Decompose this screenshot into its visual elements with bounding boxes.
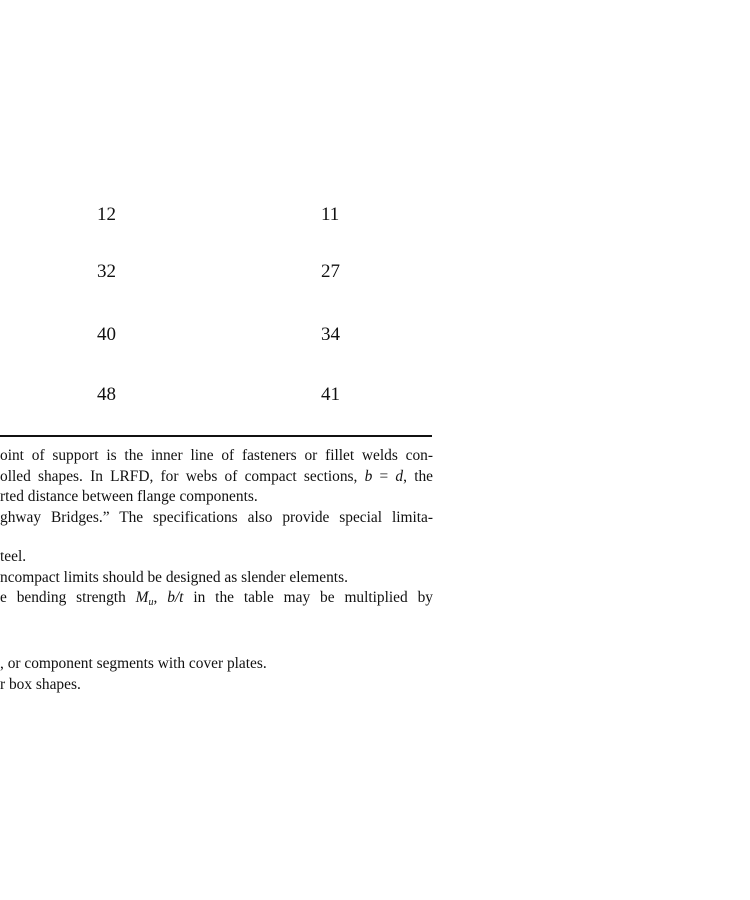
table-cell-row4-col-a: 48 [97,384,116,405]
table-cell-row3-col-b: 34 [321,324,340,345]
footnote-line-2 [0,467,433,487]
footnote-line-7-end: in the table may be multiplied by [183,589,433,606]
footnote-line-8: , or component segments with cover plates. [0,655,267,672]
footnote-line-6: ncompact limits should be designed as slender elements. [0,569,348,586]
footnote-line-2-end: , the [403,468,433,485]
footnote-line-5: teel. [0,548,27,565]
table-cell-row3-col-a: 40 [97,324,116,345]
table-cell-row2-col-b: 27 [321,261,340,282]
table-cell-row1-col-a: 12 [97,204,116,225]
symbol-b: b [364,468,373,485]
symbol-d: d [395,468,404,485]
symbol-subscript-u: u [148,597,154,608]
equals-sign: = [372,468,396,485]
symbol-b-over-t: b/t [167,589,184,606]
footnote-line-9: r box shapes. [0,676,81,693]
table-cell-row1-col-b: 11 [321,204,340,225]
footnote-line-7 [0,588,433,608]
table-cell-row4-col-b: 41 [321,384,340,405]
table-bottom-rule [0,435,432,437]
footnote-line-4: ghway Bridges.” The specifications also provide special limita- [0,509,433,526]
symbol-M: M [135,589,149,606]
footnote-line-2-text: olled shapes. In LRFD, for webs of compact sections, [0,468,365,485]
footnote-line-3: rted distance between flange components. [0,488,258,505]
table-cell-row2-col-a: 32 [97,261,116,282]
footnote-line-7-text: e bending strength [0,589,136,606]
comma: , [153,589,168,606]
footnote-line-1: oint of support is the inner line of fasteners or fillet welds con- [0,447,433,464]
